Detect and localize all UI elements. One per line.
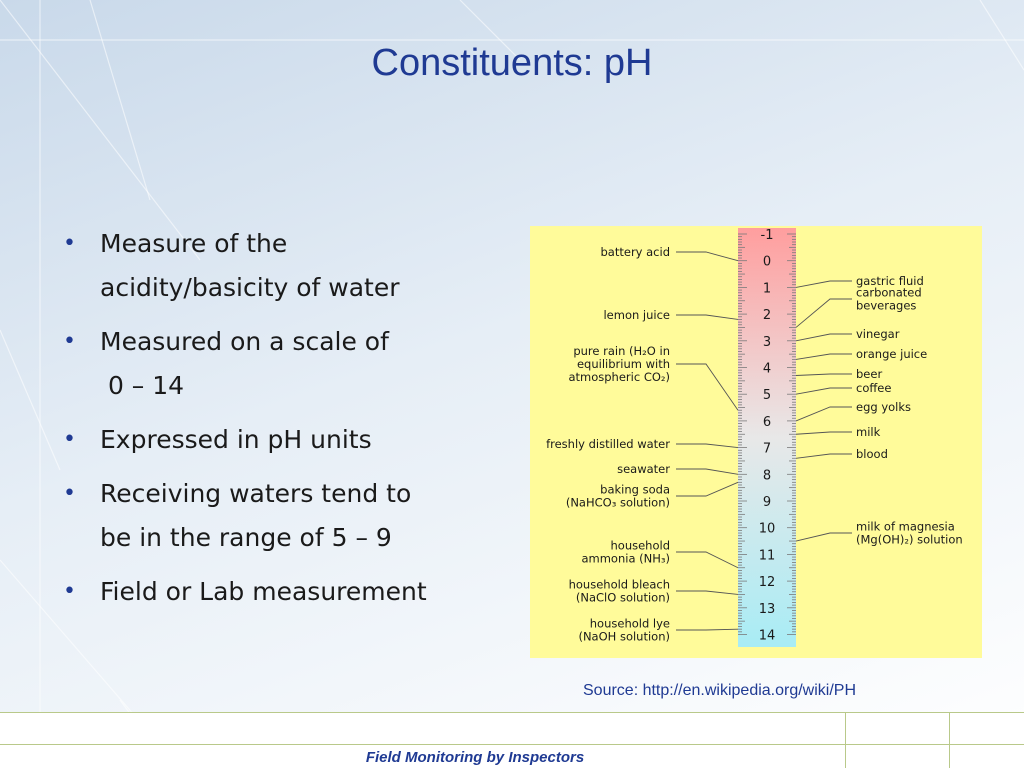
right-label-text: coffee (856, 381, 892, 395)
ph-scale-diagram (530, 226, 982, 658)
ph-number: 11 (758, 548, 776, 564)
bullet-text-line: Expressed in pH units (100, 425, 372, 454)
right-label-text: (Mg(OH)₂) solution (856, 532, 963, 547)
right-leader-line (796, 354, 852, 359)
footer-text: Field Monitoring by Inspectors (365, 749, 585, 766)
ph-number: 10 (758, 521, 776, 537)
bullet-glyph: • (63, 427, 76, 452)
right-label-text: carbonated (856, 285, 922, 300)
right-leader-line (796, 374, 852, 376)
left-leader-line (676, 591, 738, 594)
left-leader-line (676, 469, 738, 474)
bullet-glyph: • (63, 231, 76, 256)
ph-number: -1 (760, 228, 774, 243)
right-leader-line (796, 334, 852, 341)
ph-number: 6 (762, 414, 772, 430)
bullet-text-line: 0 – 14 (100, 371, 185, 400)
right-leader-line (796, 432, 852, 434)
bullet-item (60, 418, 510, 462)
left-label-text: baking soda (600, 482, 670, 497)
left-leader-line (676, 315, 738, 319)
bullet-glyph: • (63, 329, 76, 354)
ph-number: 8 (762, 468, 772, 484)
left-label-text: equilibrium with (576, 357, 670, 371)
bullet-item (60, 472, 510, 560)
right-labels (796, 274, 963, 547)
left-label-text: lemon juice (603, 308, 670, 322)
bullet-text-line: Measured on a scale of (100, 327, 389, 356)
right-label-text: beer (856, 367, 883, 381)
ph-number: 2 (762, 308, 772, 324)
left-leader-line (676, 629, 738, 630)
bullet-item (60, 570, 510, 614)
ph-number: 5 (762, 388, 772, 404)
right-label-text: beverages (856, 298, 917, 313)
right-leader-line (796, 388, 852, 394)
ph-number: 13 (758, 601, 776, 617)
left-leader-line (676, 482, 738, 496)
left-label-text: (NaHCO₃ solution) (565, 495, 670, 510)
ph-number: 0 (762, 254, 772, 270)
ph-number: 4 (762, 361, 772, 377)
right-label-text: milk of magnesia (856, 519, 955, 534)
right-label-text: blood (856, 447, 888, 461)
left-label-text: household (610, 538, 670, 553)
right-label-text: vinegar (856, 327, 900, 341)
ph-number: 7 (762, 441, 772, 457)
left-label-text: atmospheric CO₂) (568, 370, 670, 384)
right-label-text: orange juice (856, 347, 928, 361)
left-leader-line (676, 252, 738, 261)
right-label-text: gastric fluid (856, 274, 924, 288)
left-leader-line (676, 444, 738, 448)
bullet-text-line: Measure of the (100, 229, 288, 258)
footer-divider-top (0, 712, 1024, 713)
bullet-text-line: acidity/basicity of water (100, 273, 400, 302)
left-label-text: ammonia (NH₃) (581, 551, 670, 566)
ph-number: 1 (762, 281, 772, 297)
left-label-text: seawater (617, 462, 670, 476)
footer-divider-bottom (0, 744, 1024, 745)
left-label-text: freshly distilled water (546, 437, 670, 451)
left-label-text: household bleach (568, 577, 670, 592)
left-label-text: (NaOH solution) (578, 629, 670, 644)
ph-number: 3 (762, 334, 772, 350)
bullet-item (60, 320, 510, 408)
bullet-list (60, 222, 510, 624)
left-label-text: pure rain (H₂O in (573, 344, 670, 358)
ph-number: 9 (762, 495, 772, 510)
ph-number: 14 (758, 628, 776, 644)
bullet-glyph: • (63, 579, 76, 604)
ph-scale-figure (530, 226, 982, 658)
left-labels (546, 245, 738, 644)
bullet-glyph: • (63, 481, 76, 506)
right-leader-line (796, 454, 852, 458)
left-label-text: battery acid (600, 245, 670, 259)
left-leader-line (676, 552, 738, 568)
right-label-text: egg yolks (856, 400, 912, 414)
right-leader-line (796, 407, 852, 421)
right-leader-line (796, 281, 852, 287)
right-leader-line (796, 299, 852, 327)
ph-number: 12 (758, 575, 776, 591)
source-citation: Source: http://en.wikipedia.org/wiki/PH (583, 682, 857, 699)
left-label-text: (NaClO solution) (575, 590, 670, 605)
slide-title: Constituents: pH (371, 42, 653, 84)
bullet-item (60, 222, 510, 310)
bullet-text-line: Field or Lab measurement (100, 577, 427, 606)
left-leader-line (676, 364, 738, 410)
right-leader-line (796, 533, 852, 541)
right-label-text: milk (856, 425, 881, 439)
bullet-text-line: be in the range of 5 – 9 (100, 523, 392, 552)
bullet-text-line: Receiving waters tend to (100, 479, 412, 508)
left-label-text: household lye (589, 616, 670, 631)
